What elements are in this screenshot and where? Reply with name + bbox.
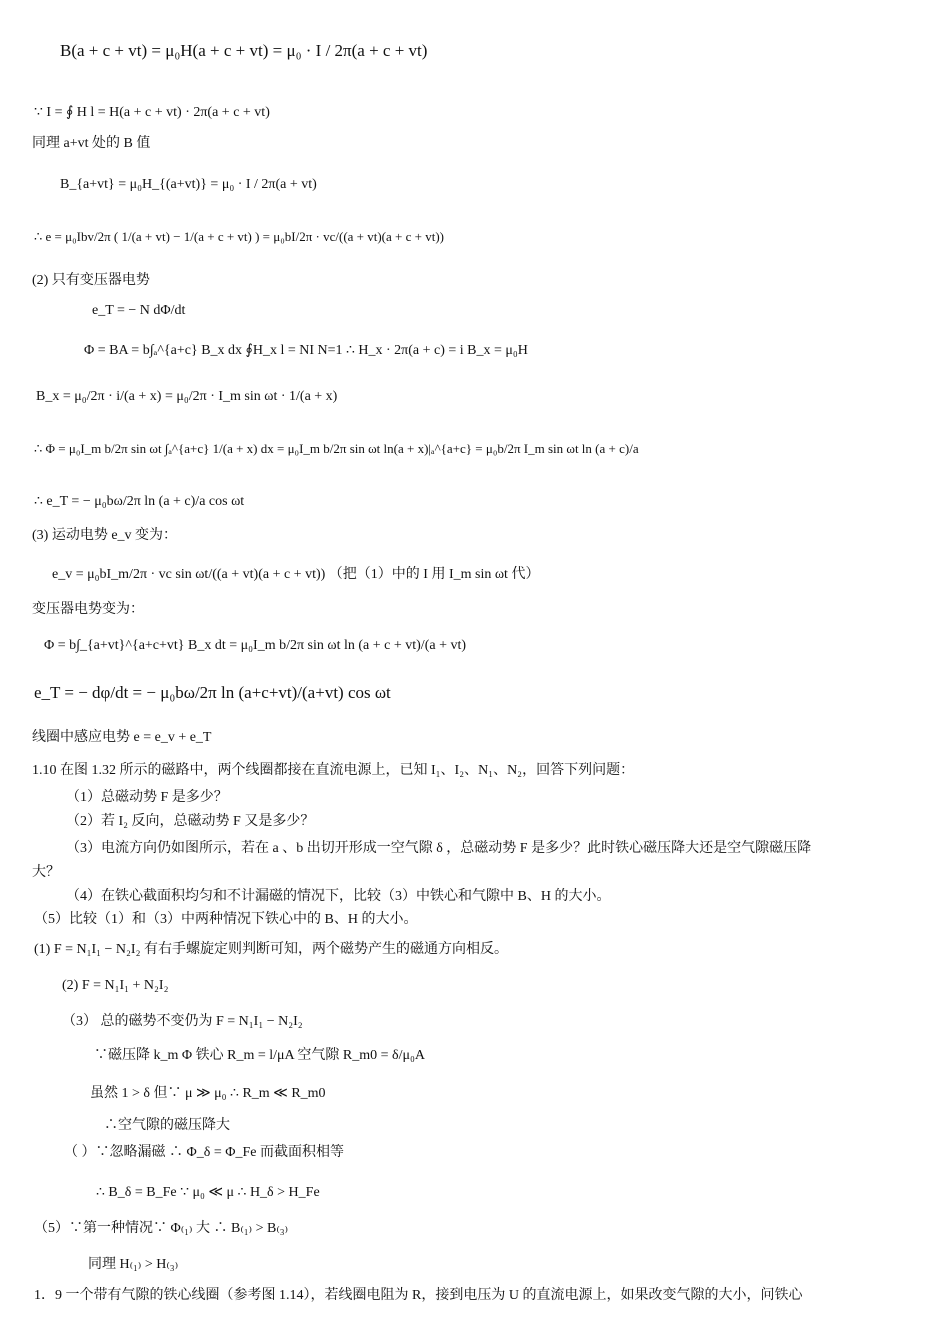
equation-flux-integral: ∴ Φ = μ₀I_m b/2π sin ωt ∫ₐ^{a+c} 1/(a + x) dx = μ₀I_m b/2π sin ωt ln(a + x)|ₐ^{a+c} = μ₀b/2π I_m sin ωt ln (a + c)/a: [34, 441, 639, 456]
heading-transformer-emf: (2) 只有变压器电势: [32, 273, 150, 288]
text-same-reason: 同理 a+vt 处的 B 值: [32, 136, 151, 151]
equation-b-at-a-vt: B_{a+vt} = μ₀H_{(a+vt)} = μ₀ · I / 2π(a + vt): [60, 177, 317, 192]
heading-motional-emf: (3) 运动电势 e_v 变为：: [32, 528, 178, 543]
equation-flux-moving: Φ = b∫_{a+vt}^{a+c+vt} B_x dt = μ₀I_m b/2π sin ωt ln (a + c + vt)/(a + vt): [44, 638, 467, 653]
answer-2: (2) F = N₁I₁ + N₂I₂: [62, 978, 169, 993]
question-1: （1）总磁动势 F 是多少？: [66, 790, 228, 805]
equation-et-moving: e_T = − dφ/dt = − μ₀bω/2π ln (a+c+vt)/(a+vt) cos ωt: [34, 683, 391, 702]
equation-bx: B_x = μ₀/2π · i/(a + x) = μ₀/2π · I_m sin ωt · 1/(a + x): [36, 389, 338, 404]
equation-ev: e_v = μ₀bI_m/2π · vc sin ωt/((a + vt)(a + c + vt)) （把（1）中的 I 用 I_m sin ωt 代）: [52, 567, 540, 582]
equation-et: e_T = − N dΦ/dt: [92, 303, 186, 318]
answer-3-conclusion: ∴空气隙的磁压降大: [104, 1118, 230, 1133]
question-3-cont: 大？: [32, 865, 60, 880]
problem-1-9: 1．9 一个带有气隙的铁心线圈（参考图 1.14），若线圈电阻为 R，接到电压为 U 的直流电源上，如果改变气隙的大小，问铁心: [34, 1288, 803, 1303]
answer-5-h: 同理 H₍₁₎ > H₍₃₎: [88, 1257, 179, 1272]
question-2: （2）若 I₂ 反向，总磁动势 F 又是多少？: [66, 814, 315, 829]
answer-3: （3） 总的磁势不变仍为 F = N₁I₁ − N₂I₂: [62, 1014, 303, 1029]
equation-flux-ba: Φ = BA = b∫ₐ^{a+c} B_x dx ∮H_x l = NI N=1 ∴ H_x · 2π(a + c) = i B_x = μ₀H: [84, 343, 528, 358]
question-3: （3）电流方向仍如图所示，若在 a 、b 出切开形成一空气隙 δ ，总磁动势 F 是多少？此时铁心磁压降大还是空气隙磁压降: [66, 841, 812, 856]
answer-3-compare: 虽然 1 > δ 但∵ μ ≫ μ₀ ∴ R_m ≪ R_m0: [90, 1086, 326, 1101]
answer-3-reluctance: ∵磁压降 k_m Φ 铁心 R_m = l/μA 空气隙 R_m0 = δ/μ₀A: [94, 1048, 425, 1063]
answer-5: （5）∵第一种情况∵ Φ₍₁₎ 大 ∴ B₍₁₎ > B₍₃₎: [34, 1221, 289, 1236]
equation-ampere-loop: ∵ I = ∮ H l = H(a + c + vt) · 2π(a + c + vt): [34, 105, 270, 120]
answer-4: （ ）∵忽略漏磁 ∴ Φ_δ = Φ_Fe 而截面积相等: [64, 1145, 344, 1160]
answer-4-result: ∴ B_δ = B_Fe ∵ μ₀ ≪ μ ∴ H_δ > H_Fe: [96, 1185, 320, 1200]
question-4: （4）在铁心截面积均匀和不计漏磁的情况下，比较（3）中铁心和气隙中 B、H 的大小。: [66, 889, 611, 904]
equation-total-emf: 线圈中感应电势 e = e_v + e_T: [32, 730, 212, 745]
question-5: （5）比较（1）和（3）中两种情况下铁心中的 B、H 的大小。: [34, 912, 418, 927]
equation-motional-emf: ∴ e = μ₀Ibv/2π ( 1/(a + vt) − 1/(a + c + vt) ) = μ₀bI/2π · vc/((a + vt)(a + c + vt)): [34, 229, 444, 244]
heading-transformer-changes: 变压器电势变为：: [32, 602, 144, 617]
equation-et-result: ∴ e_T = − μ₀bω/2π ln (a + c)/a cos ωt: [34, 494, 245, 509]
answer-1: (1) F = N₁I₁ − N₂I₂ 有右手螺旋定则判断可知，两个磁势产生的磁通方向相反。: [34, 942, 508, 957]
problem-1-10: 1.10 在图 1.32 所示的磁路中，两个线圈都接在直流电源上，已知 I₁、I₂、N₁、N₂，回答下列问题：: [32, 763, 635, 778]
equation-b-at-a-c-vt: B(a + c + vt) = μ₀H(a + c + vt) = μ₀ · I / 2π(a + c + vt): [60, 41, 428, 60]
